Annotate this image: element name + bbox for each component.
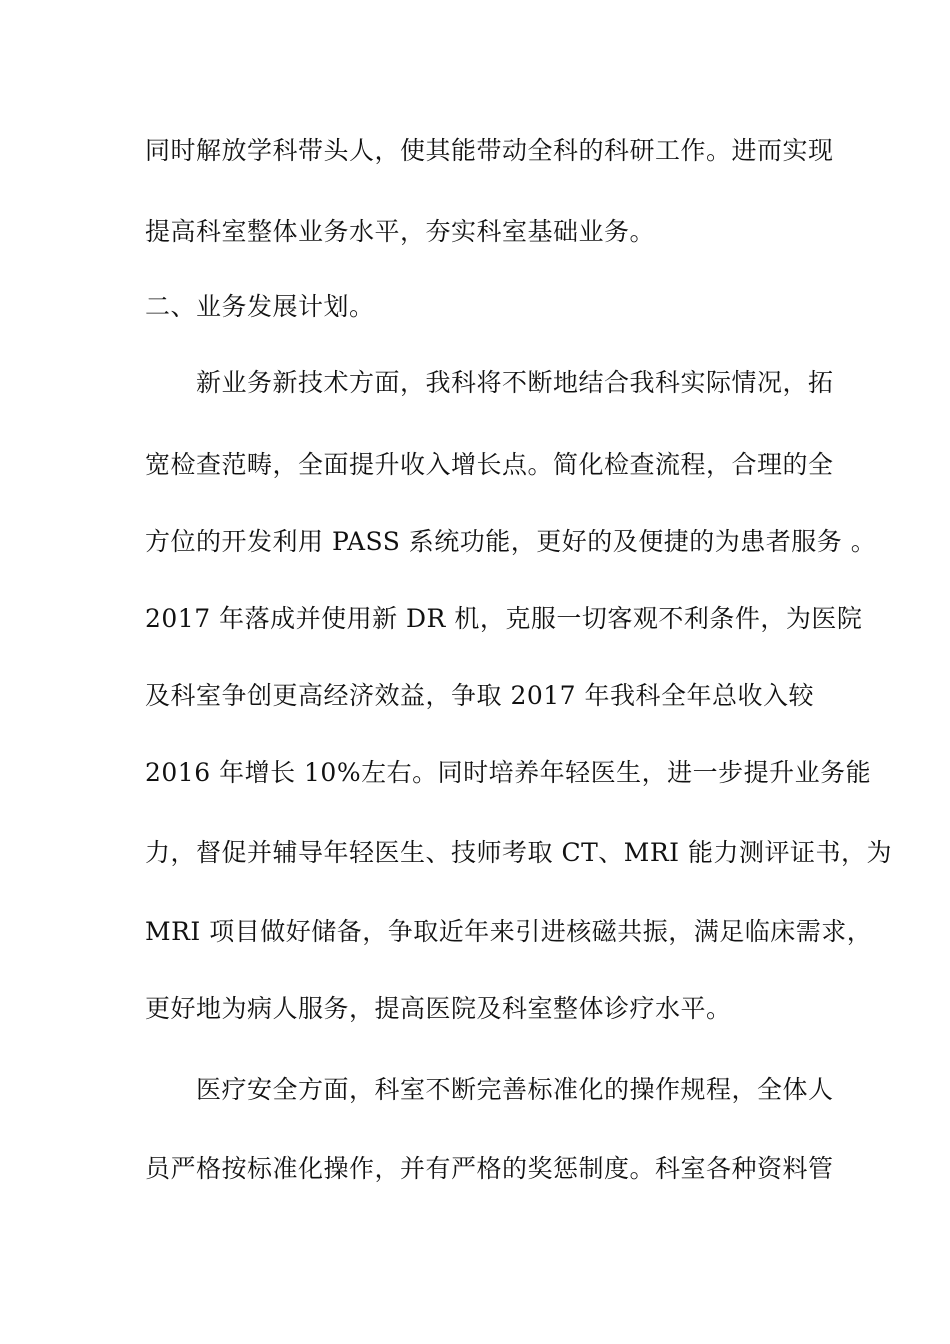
paragraph-line: 新业务新技术方面，我科将不断地结合我科实际情况，拓 bbox=[196, 368, 834, 397]
paragraph-line: 提高科室整体业务水平，夯实科室基础业务。 bbox=[145, 217, 656, 246]
paragraph-line: MRI 项目做好储备，争取近年来引进核磁共振，满足临床需求， bbox=[145, 917, 873, 946]
paragraph-line: 力，督促并辅导年轻医生、技师考取 CT、MRI 能力测评证书，为 bbox=[145, 838, 892, 867]
paragraph-line: 员严格按标准化操作，并有严格的奖惩制度。科室各种资料管 bbox=[145, 1154, 834, 1183]
paragraph-line: 及科室争创更高经济效益，争取 2017 年我科全年总收入较 bbox=[145, 681, 815, 710]
paragraph-line: 2016 年增长 10%左右。同时培养年轻医生，进一步提升业务能 bbox=[145, 758, 872, 787]
paragraph-line: 医疗安全方面，科室不断完善标准化的操作规程，全体人 bbox=[196, 1075, 834, 1104]
paragraph-line: 2017 年落成并使用新 DR 机，克服一切客观不利条件，为医院 bbox=[145, 604, 863, 633]
paragraph-line: 方位的开发利用 PASS 系统功能，更好的及便捷的为患者服务 。 bbox=[145, 527, 877, 556]
paragraph-line: 更好地为病人服务，提高医院及科室整体诊疗水平。 bbox=[145, 994, 732, 1023]
paragraph-line: 宽检查范畴，全面提升收入增长点。简化检查流程，合理的全 bbox=[145, 450, 834, 479]
paragraph-line: 同时解放学科带头人，使其能带动全科的科研工作。进而实现 bbox=[145, 136, 834, 165]
section-heading: 二、业务发展计划。 bbox=[145, 292, 375, 321]
